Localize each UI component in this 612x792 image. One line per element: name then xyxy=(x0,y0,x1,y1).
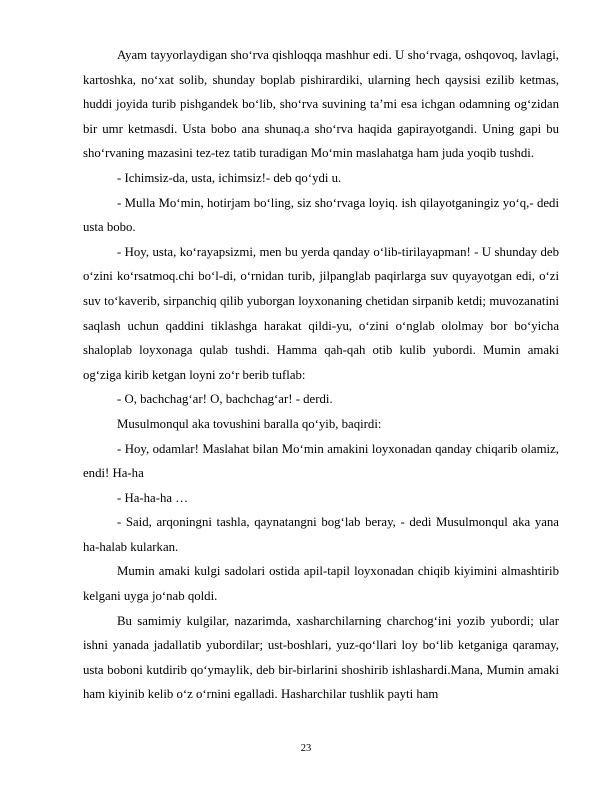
paragraph-5: - O, bachchag‘ar! O, bachchag‘ar! - derdi. xyxy=(117,392,333,407)
paragraph-9: - Said, arqoningni tashla, qaynatangni bog‘lab beray, - dedi Musulmonqul aka yana ha-halab kularkan. xyxy=(83,515,559,554)
paragraph-11: Bu samimiy kulgilar, nazarimda, xasharchilarning charchog‘ini yozib yubordi; ular ishni yanada jadallatib yubordilar; ust-boshlari, yuz-qo‘llari loy bo‘lib ketganiga qaramay, usta boboni kutdirib qo‘ymaylik, deb bir-birlarini shoshirib ishlashardi.Mana, Mumin amaki ham kiyinib kelib o‘z o‘rnini egalladi. Hasharchilar tushlik payti ham xyxy=(83,613,559,702)
body-text xyxy=(83,43,559,707)
paragraph-1: Ayam tayyorlaydigan sho‘rva qishloqqa mashhur edi. U sho‘rvaga, oshqovoq, lavlagi, kartoshka, no‘xat solib, shunday boplab pishirardiki, ularning hech qaysisi ezilib ketmas, huddi joyida turib pishgandek bo‘lib, sho‘rva suvining ta’mi esa ichgan odamning og‘zidan bir umr ketmasdi. Usta bobo ana shunaq.a sho‘rva haqida gapirayotgandi. Uning gapi bu sho‘rvaning mazasini tez-tez tatib turadigan Mo‘min maslahatga ham juda yoqib tushdi. xyxy=(83,48,559,161)
paragraph-4: - Hoy, usta, ko‘rayapsizmi, men bu yerda qanday o‘lib-tirilayapman! - U shunday deb o‘zini ko‘rsatmoq.chi bo‘l-di, o‘rnidan turib, jilpanglab paqirlarga suv quyayotgan edi, o‘zi suv to‘kaverib, sirpanchiq qilib yuborgan loyxonaning chetidan sirpanib ketdi; muvozanatini saqlash uchun qaddini tiklashga harakat qildi-yu, o‘zini o‘nglab ololmay bor bo‘yicha shaloplab loyxonaga qulab tushdi. Hamma qah-qah otib kulib yubordi. Mumin amaki og‘ziga kirib ketgan loyni zo‘r berib tuflab: xyxy=(83,244,559,382)
paragraph-8: - Ha-ha-ha … xyxy=(117,490,189,505)
page-number: 23 xyxy=(300,743,312,754)
paragraph-6: Musulmonqul aka tovushini baralla qo‘yib, baqirdi: xyxy=(117,416,382,431)
paragraph-10: Mumin amaki kulgi sadolari ostida apil-tapil loyxonadan chiqib kiyimini almashtirib kelgani uyga jo‘nab qoldi. xyxy=(83,564,559,604)
paragraph-2: - Ichimsiz-da, usta, ichimsiz!- deb qo‘ydi u. xyxy=(117,170,342,185)
paragraph-7: - Hoy, odamlar! Maslahat bilan Mo‘min amakini loyxonadan qanday chiqarib olamiz, endi! Ha-ha xyxy=(83,441,559,481)
paragraph-3: - Mulla Mo‘min, hotirjam bo‘ling, siz sho‘rvaga loyiq. ish qilayotganingiz yo‘q,- dedi usta bobo. xyxy=(83,195,559,235)
